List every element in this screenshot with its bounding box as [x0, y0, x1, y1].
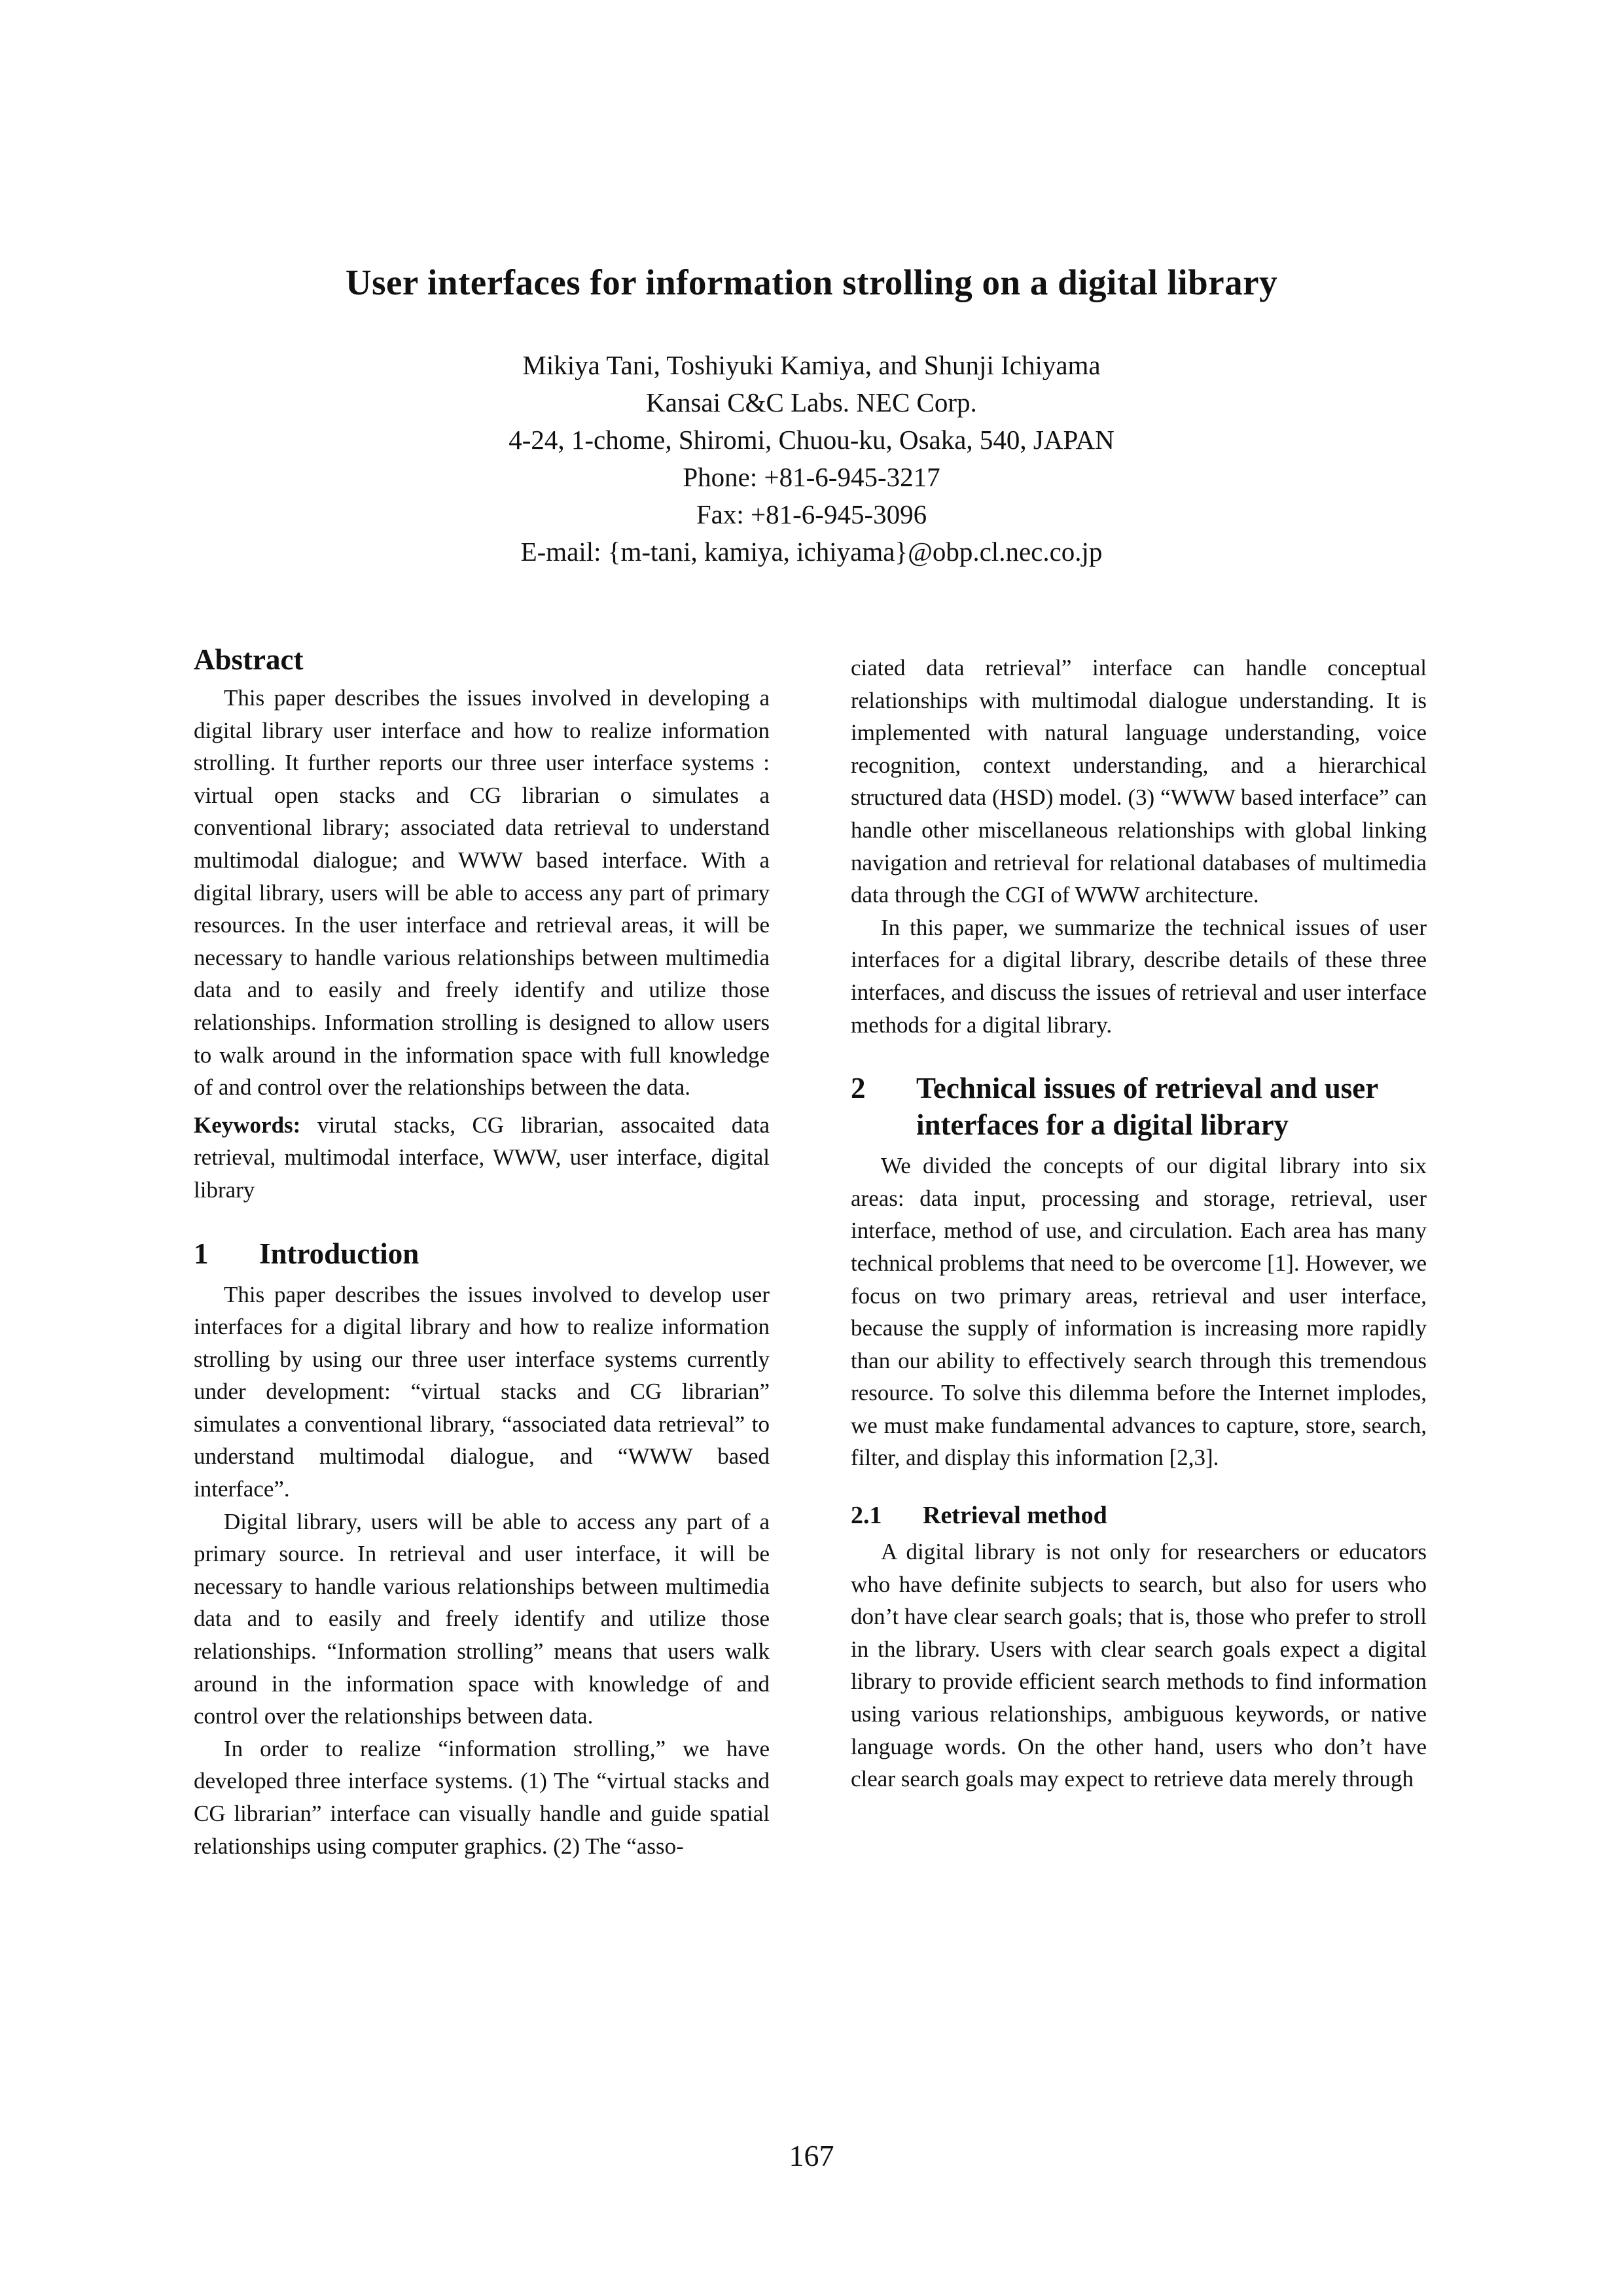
section2-paragraph: We divided the concepts of our digital library into six areas: data input, processing and storage, retrieval, user interface, method of use, and circulation. Each area has many technical problems that need to be overcome [1]. However, we focus on two primary areas, retrieval and user interface, because the supply of information is increasing more rapidly than our ability to effectively search through this tremendous resource. To solve this dilemma before the Internet implodes, we must make fundamental advances to capture, store, search, filter, and display this information [2,3].	[851, 1153, 1427, 1471]
right-column	[851, 652, 1427, 1795]
section-number: 1	[194, 1237, 209, 1270]
abstract-heading: Abstract	[194, 643, 304, 676]
abstract-text: This paper describes the issues involved in developing a digital library user interface and how to realize information strolling. It further reports our three user interface systems : virtual open stacks and CG librarian o simulates a conventional library; associated data retrieval to understand multimodal dialogue; and WWW based interface. With a digital library, users will be able to access any part of primary resources. In the user interface and retrieval areas, it will be necessary to handle various relationships between multimedia data and to easily and freely identify and utilize those relationships. Information strolling is designed to allow users to walk around in the information space with full knowledge of and control over the relationships between the data.	[194, 685, 770, 1101]
subsection-paragraph: A digital library is not only for researchers or educators who have definite subjects to search, but also for users who don’t have clear search goals; that is, those who prefer to stroll in the library. Users with clear search goals expect a digital library to provide efficient search methods to find information using various relationships, ambiguous keywords, or native language words. On the other hand, users who don’t have clear search goals may expect to retrieve data merely through	[851, 1539, 1427, 1792]
intro-paragraph-4: In this paper, we summarize the technical issues of user interfaces for a digital library, describe details of these three interfaces, and discuss the issues of retrieval and user interface methods for a digital library.	[851, 914, 1427, 1038]
intro-paragraph-2: Digital library, users will be able to access any part of a primary source. In retrieval and user interface, it will be necessary to handle various relationships between multimedia data and to easily and freely identify and utilize those relationships. “Information strolling” means that users walk around in the information space with knowledge of and control over the relationships between data.	[194, 1508, 770, 1729]
section-title: Technical issues of retrieval and user interfaces for a digital library	[916, 1072, 1378, 1142]
subsection-heading-retrieval-method	[851, 1499, 1427, 1532]
author-affiliation: Kansai C&C Labs. NEC Corp.	[646, 387, 977, 417]
keywords-list: virutal stacks, CG librarian, assocaited data retrieval, multimodal interface, WWW, user interface, digital library	[194, 1112, 770, 1203]
keywords	[194, 1109, 770, 1207]
keywords-label: Keywords:	[194, 1112, 301, 1138]
section-heading-technical-issues	[851, 1070, 1427, 1143]
subsection-title: Retrieval method	[923, 1502, 1107, 1530]
section-heading-introduction	[194, 1235, 770, 1272]
paper-title: User interfaces for information strolling on a digital library	[345, 262, 1278, 302]
page-number: 167	[789, 2139, 834, 2172]
section-number: 2	[851, 1072, 866, 1105]
author-address: 4-24, 1-chome, Shiromi, Chuou-ku, Osaka, 540, JAPAN	[508, 425, 1115, 455]
subsection-number: 2.1	[851, 1502, 882, 1530]
author-fax: Fax: +81-6-945-3096	[696, 499, 927, 529]
section-title: Introduction	[259, 1237, 419, 1270]
author-email: E-mail: {m-tani, kamiya, ichiyama}@obp.cl.nec.co.jp	[520, 537, 1103, 567]
author-names: Mikiya Tani, Toshiyuki Kamiya, and Shunji Ichiyama	[522, 350, 1101, 380]
intro-continuation: ciated data retrieval” interface can handle conceptual relationships with multimodal dialogue understanding. It is implemented with natural language understanding, voice recognition, context understanding, and a hierarchical structured data (HSD) model. (3) “WWW based interface” can handle other miscellaneous relationships with global linking navigation and retrieval for relational databases of multimedia data through the CGI of WWW architecture.	[851, 655, 1427, 908]
left-column	[194, 641, 770, 1862]
intro-paragraph-3: In order to realize “information strolling,” we have developed three interface systems. (1) The “virtual stacks and CG librarian” interface can visually handle and guide spatial relationships using computer graphics. (2) The “asso-	[194, 1735, 770, 1859]
intro-paragraph-1: This paper describes the issues involved to develop user interfaces for a digital library and how to realize information strolling by using our three user interface systems currently under development: “virtual stacks and CG librarian” simulates a conventional library, “associated data retrieval” to understand multimodal dialogue, and “WWW based interface”.	[194, 1281, 770, 1502]
author-phone: Phone: +81-6-945-3217	[683, 462, 940, 492]
author-block	[0, 347, 1623, 571]
